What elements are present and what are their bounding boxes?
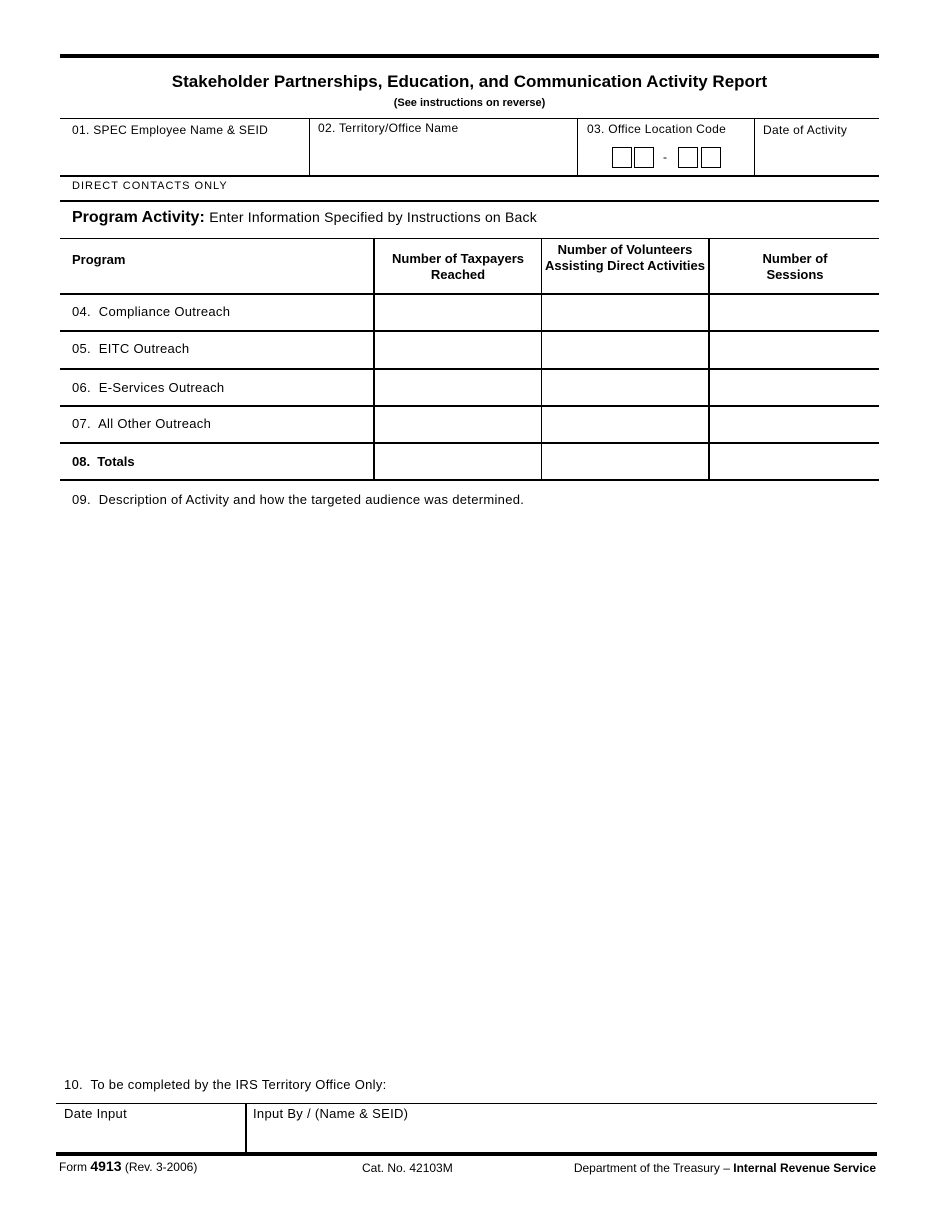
description-label: 09. Description of Activity and how the targeted audience was determined.: [72, 492, 525, 507]
territory-field[interactable]: [310, 119, 576, 175]
location-code-box-3[interactable]: [678, 147, 698, 168]
department-line: [574, 1161, 876, 1175]
cat-number: Cat. No. 42103M: [362, 1161, 453, 1175]
footer-rule: [56, 1152, 877, 1156]
cell-eitc-sessions[interactable]: [710, 332, 879, 368]
cell-totals-sessions[interactable]: [710, 444, 879, 479]
cell-totals-volunteers[interactable]: [542, 444, 708, 479]
location-code-box-4[interactable]: [701, 147, 721, 168]
form-number-value: 4913: [90, 1158, 122, 1174]
department-name: Department of the Treasury –: [573, 1161, 730, 1175]
form-revision: (Rev. 3-2006): [124, 1160, 198, 1174]
cell-other-taxpayers[interactable]: [375, 407, 541, 442]
date-field[interactable]: [755, 119, 879, 175]
cell-eservices-taxpayers[interactable]: [375, 370, 541, 405]
col-header-sessions: Number of Sessions: [762, 251, 828, 282]
location-code-label: 03. Office Location Code: [587, 122, 727, 136]
employee-label: 01. SPEC Employee Name & SEID: [72, 123, 269, 137]
top-rule: [60, 54, 879, 58]
program-activity-instruction: Enter Information Specified by Instructions on Back: [209, 209, 537, 225]
agency-name: Internal Revenue Service: [733, 1161, 876, 1175]
row-label-totals: 08. Totals: [72, 454, 135, 469]
date-label: Date of Activity: [763, 123, 848, 137]
cell-eservices-sessions[interactable]: [710, 370, 879, 405]
form-prefix: Form: [59, 1160, 87, 1174]
program-activity-heading: Program Activity:: [72, 209, 205, 226]
input-by-label: Input By / (Name & SEID): [253, 1106, 409, 1121]
direct-contacts-rule: [60, 200, 879, 202]
row-label-compliance: 04. Compliance Outreach: [72, 304, 231, 319]
cell-eitc-volunteers[interactable]: [542, 332, 708, 368]
direct-contacts-label: DIRECT CONTACTS ONLY: [72, 180, 228, 192]
location-code-separator: -: [663, 150, 668, 164]
table-bottom-rule: [60, 479, 879, 481]
field-row-bottom-rule: [60, 175, 879, 177]
location-code-box-1[interactable]: [612, 147, 632, 168]
input-by-field[interactable]: [247, 1104, 877, 1152]
location-code-box-2[interactable]: [634, 147, 654, 168]
cell-compliance-volunteers[interactable]: [542, 295, 708, 330]
program-activity-line: [72, 209, 537, 227]
cell-other-sessions[interactable]: [710, 407, 879, 442]
cell-compliance-sessions[interactable]: [710, 295, 879, 330]
cell-eitc-taxpayers[interactable]: [375, 332, 541, 368]
row-label-eservices: 06. E-Services Outreach: [72, 380, 225, 395]
date-input-field[interactable]: [56, 1104, 245, 1152]
col-header-program: Program: [72, 252, 126, 267]
description-textarea[interactable]: [60, 515, 879, 1065]
form-number: [59, 1158, 197, 1174]
form-title: Stakeholder Partnerships, Education, and Communication Activity Report: [171, 72, 768, 91]
col-header-taxpayers: Number of Taxpayers Reached: [392, 251, 524, 282]
row-label-eitc: 05. EITC Outreach: [72, 341, 190, 356]
territory-label: 02. Territory/Office Name: [318, 121, 459, 135]
date-input-label: Date Input: [64, 1106, 127, 1121]
employee-field[interactable]: [61, 119, 308, 175]
row-label-other: 07. All Other Outreach: [72, 416, 212, 431]
irs-section-label: 10. To be completed by the IRS Territory Office Only:: [64, 1077, 387, 1092]
cell-totals-taxpayers[interactable]: [375, 444, 541, 479]
location-code-field: [578, 119, 753, 175]
cell-compliance-taxpayers[interactable]: [375, 295, 541, 330]
col-header-volunteers: Number of Volunteers Assisting Direct Activities: [545, 242, 705, 273]
cell-other-volunteers[interactable]: [542, 407, 708, 442]
cell-eservices-volunteers[interactable]: [542, 370, 708, 405]
table-top-rule: [60, 238, 879, 239]
form-subtitle: (See instructions on reverse): [393, 97, 546, 109]
